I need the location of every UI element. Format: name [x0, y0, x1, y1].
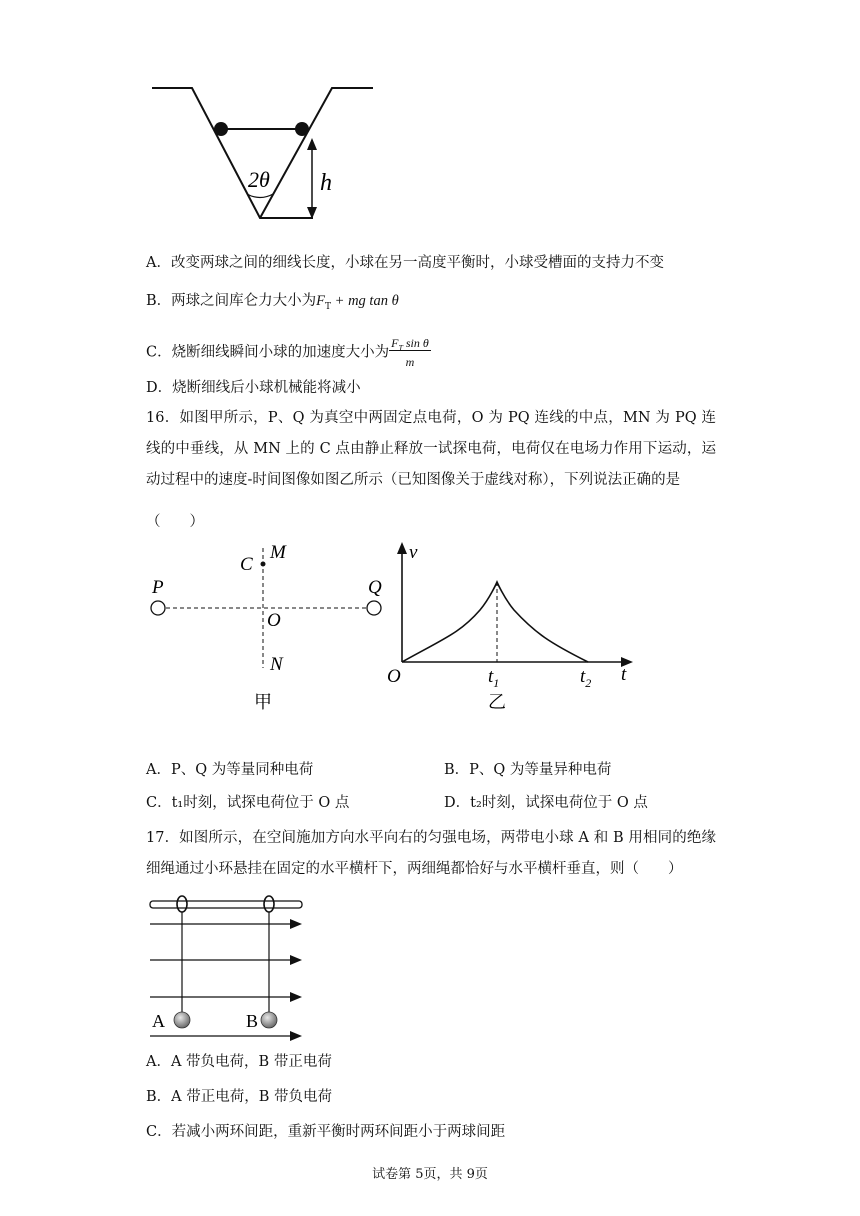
ball-a — [174, 1012, 190, 1028]
q15-option-c: C．烧断细线瞬间小球的加速度大小为$\frac{F_T \sin \theta}{m}$ — [146, 336, 429, 370]
groove-figure — [140, 80, 390, 230]
svg-text:Q: Q — [368, 577, 382, 598]
q16-option-c: C．t₁时刻，试探电荷位于 O 点 — [146, 795, 350, 811]
q16-option-a: A．P、Q 为等量同种电荷 — [146, 762, 314, 778]
figure-yi-vt-graph — [385, 538, 645, 718]
q17-stem: 17．如图所示，在空间施加方向水平向右的匀强电场，两带电小球 A 和 B 用相同的绝缘细绳通过小环悬挂在固定的水平横杆下，两细绳都恰好与水平横杆垂直，则（ ） — [146, 830, 716, 877]
charge-p — [151, 601, 165, 615]
angle-label: 2θ — [248, 167, 270, 192]
svg-text:O: O — [267, 610, 281, 631]
page-footer: 试卷第 5页，共 9页 — [372, 1167, 488, 1182]
svg-text:t: t — [621, 664, 627, 685]
q16-stem: 16．如图甲所示，P、Q 为真空中两固定点电荷，O 为 PQ 连线的中点，MN 为 PQ 连线的中垂线，从 MN 上的 C 点由静止释放一试探电荷，电荷仅在电场力作用下运动，运动过程中的速度-时间图像如图乙所示（已知图像关于虚线对称），下列说法正确的是 — [146, 410, 716, 488]
ball-right — [295, 122, 309, 136]
q15-option-a: A．改变两球之间的细线长度，小球在另一高度平衡时，小球受槽面的支持力不变 — [146, 255, 664, 271]
acceleration-fraction: $\frac{F_T \sin \theta}{m}$ — [391, 336, 429, 370]
svg-text:v: v — [409, 542, 418, 563]
ball-b — [261, 1012, 277, 1028]
q17-option-c: C．若减小两环间距，重新平衡时两环间距小于两球间距 — [146, 1124, 506, 1140]
svg-text:P: P — [152, 577, 164, 598]
svg-text:N: N — [270, 654, 283, 675]
svg-text:A: A — [152, 1011, 165, 1031]
q16-option-d: D．t₂时刻，试探电荷位于 O 点 — [444, 795, 648, 811]
caption-jia: 甲 — [254, 692, 272, 713]
q17-option-a: A．A 带负电荷，B 带正电荷 — [146, 1054, 332, 1070]
point-c — [261, 562, 266, 567]
svg-text:O: O — [387, 666, 401, 687]
q16-option-b: B．P、Q 为等量异种电荷 — [444, 762, 612, 778]
q15-option-d: D．烧断细线后小球机械能将减小 — [146, 380, 361, 396]
hanging-balls-figure — [146, 890, 316, 1050]
vt-curve — [402, 582, 588, 662]
q17-option-b: B．A 带正电荷，B 带负电荷 — [146, 1089, 332, 1105]
figure-jia — [140, 538, 400, 718]
svg-text:t1: $t_1$ — [488, 666, 500, 690]
q16-answer-bracket: （ ） — [146, 514, 204, 530]
svg-text:B: B — [246, 1011, 259, 1031]
q15-option-b: B．两球之间库仑力大小为$F_T$ + mg tan θ — [146, 293, 399, 312]
svg-text:t2: $t_2$ — [580, 666, 592, 690]
caption-yi: 乙 — [488, 692, 506, 713]
charge-q — [367, 601, 381, 615]
svg-text:C: C — [240, 554, 253, 575]
ball-left — [214, 122, 228, 136]
height-label: h — [320, 170, 332, 196]
svg-text:M: M — [270, 542, 286, 563]
